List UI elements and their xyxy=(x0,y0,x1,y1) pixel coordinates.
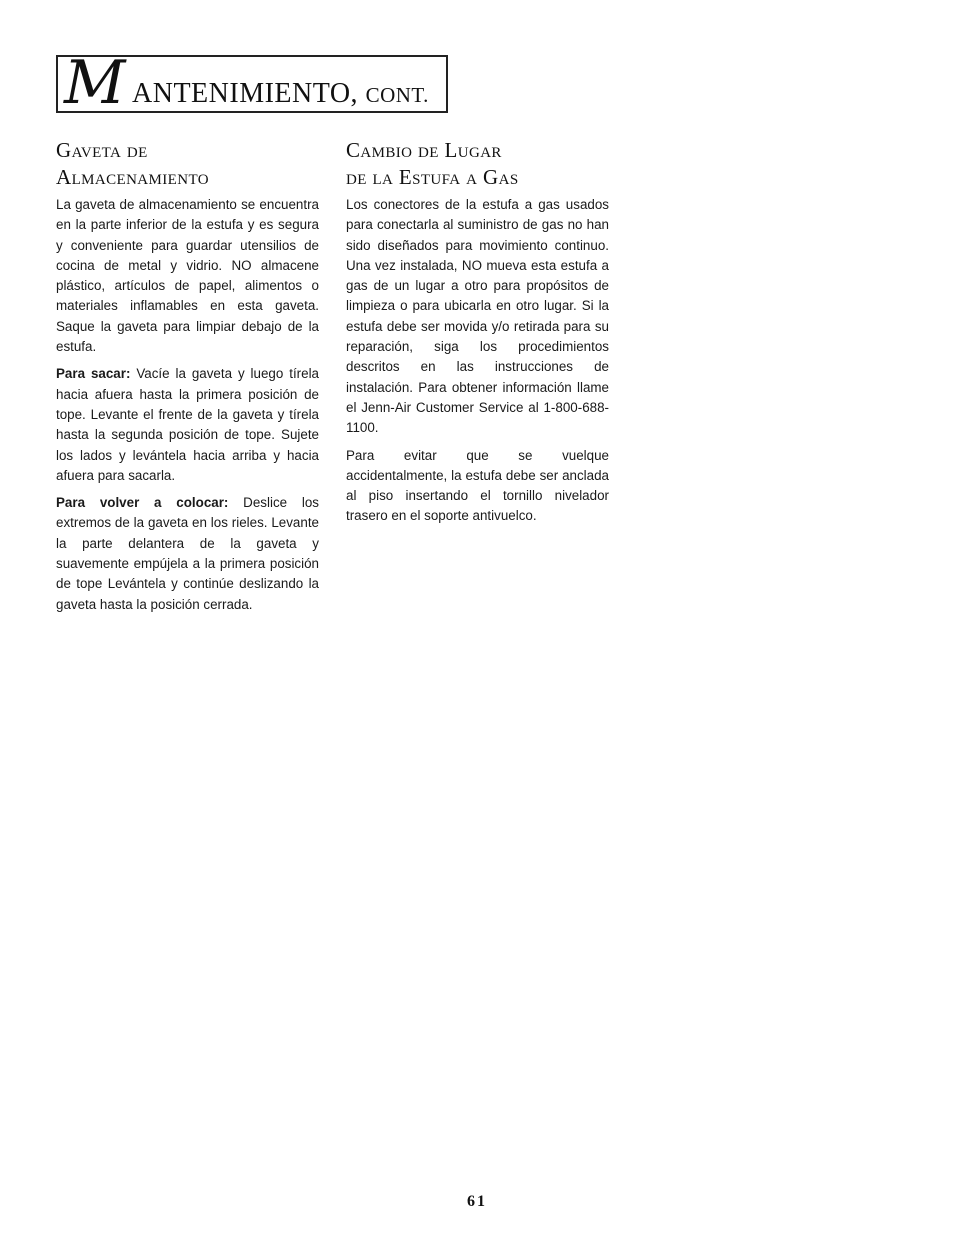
relocate-range-heading-line1: Cambio de Lugar xyxy=(346,138,502,162)
relocate-range-heading xyxy=(346,137,609,191)
storage-drawer-heading-line2: Almacenamiento xyxy=(56,165,209,189)
anti-tip-paragraph: Para evitar que se vuelque accidentalmente, la estufa debe ser anclada al piso insertando el tornillo nivelador trasero en el soporte antivuelco. xyxy=(346,447,609,524)
remove-drawer-lead: Para sacar: xyxy=(56,366,131,382)
page-number: 61 xyxy=(467,1193,487,1210)
remove-drawer-paragraph xyxy=(56,364,319,486)
right-column xyxy=(346,137,609,534)
section-title xyxy=(132,79,429,110)
section-title-cont: CONT. xyxy=(365,83,429,107)
replace-drawer-paragraph xyxy=(56,493,319,615)
title-script-initial: M xyxy=(64,48,120,118)
section-title-main: ANTENIMIENTO, xyxy=(132,78,359,109)
storage-drawer-heading-line1: Gaveta de xyxy=(56,138,148,162)
remove-drawer-text: Vacíe la gaveta y luego tírela hacia afuera hasta la primera posición de tope. Levante el frente de la gaveta y tírela hasta la segunda posición de tope. Sujete los lados y levántela hacia arriba y hacia afuera para sacarla. xyxy=(56,366,319,483)
relocate-range-heading-line2: de la Estufa a Gas xyxy=(346,165,519,189)
replace-drawer-lead: Para volver a colocar: xyxy=(56,495,229,511)
left-column xyxy=(56,137,319,622)
section-title-box xyxy=(56,48,448,118)
storage-drawer-intro: La gaveta de almacenamiento se encuentra en la parte inferior de la estufa y es segura y conveniente para guardar utensilios de cocina de metal y vidrio. NO almacene plástico, artículos de papel, alimentos o materiales inflamables en esta gaveta. Saque la gaveta para limpiar debajo de la estufa. xyxy=(56,197,319,355)
storage-drawer-heading xyxy=(56,137,319,191)
replace-drawer-text: Deslice los extremos de la gaveta en los rieles. Levante la parte delantera de la gaveta y suavemente empújela a la primera posición de tope Levántela y continúe deslizando la gaveta hasta la posición cerrada. xyxy=(56,495,319,612)
relocate-range-paragraph: Los conectores de la estufa a gas usados para conectarla al suministro de gas no han sido diseñados para movimiento continuo. Una vez instalada, NO mueva esta estufa a gas de un lugar a otro para propósitos de limpieza o para ubicarla en otro lugar. Si la estufa debe ser movida y/o retirada para su reparación, siga los procedimientos descritos en las instrucciones de instalación. Para obtener información llame el Jenn-Air Customer Service al 1-800-688-1100. xyxy=(346,197,609,436)
